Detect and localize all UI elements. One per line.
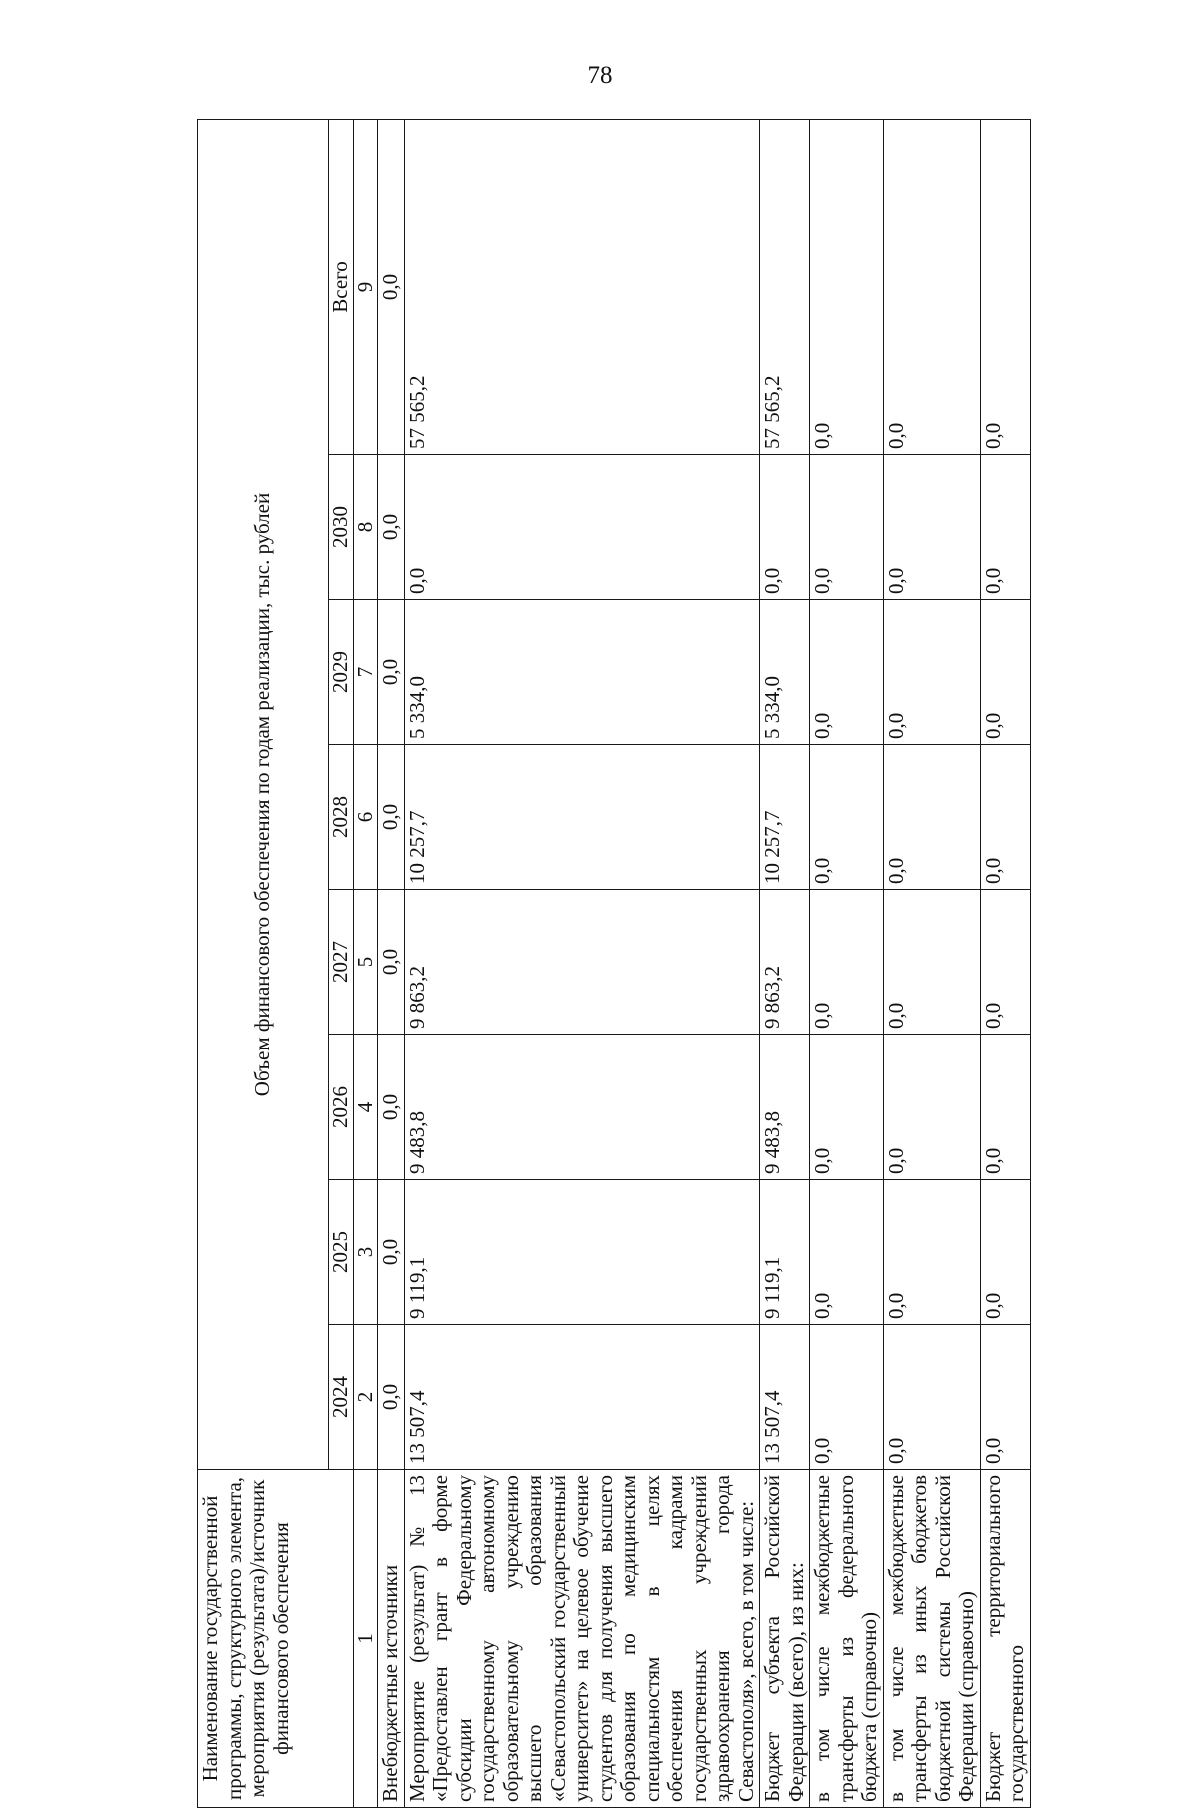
table-cell: 0,0	[883, 1325, 980, 1470]
year-header: 2026	[329, 1035, 354, 1180]
year-header: 2027	[329, 890, 354, 1035]
table-cell: 0,0	[883, 455, 980, 600]
row-label: в том числе межбюджетные трансферты из федерального бюджета (справочно)	[810, 1470, 884, 1808]
table-row	[760, 119, 810, 1807]
table-cell: 0,0	[378, 1180, 405, 1325]
table-cell: 0,0	[980, 1180, 1030, 1325]
table-cell: 9 119,1	[404, 1180, 760, 1325]
table-cell: 0,0	[810, 600, 884, 745]
row-label: в том числе межбюджетные трансферты из иных бюджетов бюджетной системы Российской Федерации (справочно)	[883, 1470, 980, 1808]
table-cell: 0,0	[883, 890, 980, 1035]
table-cell: 0,0	[980, 455, 1030, 600]
column-number: 4	[353, 1035, 378, 1180]
table-cell: 0,0	[810, 1035, 884, 1180]
table-cell: 13 507,4	[404, 1325, 760, 1470]
table-cell: 57 565,2	[760, 119, 810, 454]
table-cell: 0,0	[378, 745, 405, 890]
table-row	[404, 119, 760, 1807]
table-cell: 10 257,7	[404, 745, 760, 890]
table-cell: 0,0	[378, 1325, 405, 1470]
table-cell: 9 483,8	[404, 1035, 760, 1180]
table-cell: 57 565,2	[404, 119, 760, 454]
rotated-table-container	[197, 120, 1029, 1808]
table-cell: 0,0	[404, 455, 760, 600]
table-cell: 0,0	[980, 1325, 1030, 1470]
funding-table	[197, 119, 1031, 1808]
row-label: Бюджет субъекта Российской Федерации (всего), из них:	[760, 1470, 810, 1808]
header-row	[198, 119, 329, 1807]
table-cell: 0,0	[810, 1180, 884, 1325]
column-number: 3	[353, 1180, 378, 1325]
table-cell: 5 334,0	[760, 600, 810, 745]
table-cell: 9 863,2	[760, 890, 810, 1035]
table-cell: 0,0	[378, 600, 405, 745]
table-cell: 0,0	[378, 455, 405, 600]
table-cell: 0,0	[810, 745, 884, 890]
table-cell: 0,0	[760, 455, 810, 600]
row-label: Бюджет территориального государственного	[980, 1470, 1030, 1808]
column-number: 8	[353, 455, 378, 600]
table-cell: 0,0	[810, 119, 884, 454]
table-cell: 0,0	[980, 600, 1030, 745]
table-cell: 0,0	[378, 1035, 405, 1180]
table-cell: 13 507,4	[760, 1325, 810, 1470]
table-cell: 0,0	[810, 890, 884, 1035]
column-number: 5	[353, 890, 378, 1035]
name-column-header: Наименование государственной программы, структурного элемента, мероприятия (результата)/источник финансового обеспечения	[198, 1470, 354, 1808]
column-number-row	[353, 119, 378, 1807]
column-number: 2	[353, 1325, 378, 1470]
table-cell: 10 257,7	[760, 745, 810, 890]
year-header: 2024	[329, 1325, 354, 1470]
column-number: 7	[353, 600, 378, 745]
row-label: Внебюджетные источники	[378, 1470, 405, 1808]
table-cell: 0,0	[883, 745, 980, 890]
column-number: 1	[353, 1470, 378, 1808]
page-number: 78	[587, 62, 613, 89]
column-number: 6	[353, 745, 378, 890]
column-number: 9	[353, 119, 378, 454]
table-cell: 0,0	[980, 745, 1030, 890]
table-cell: 5 334,0	[404, 600, 760, 745]
table-cell: 0,0	[980, 890, 1030, 1035]
table-row	[883, 119, 980, 1807]
table-cell: 0,0	[883, 1180, 980, 1325]
year-header: 2030	[329, 455, 354, 600]
table-cell: 0,0	[810, 455, 884, 600]
year-header: 2029	[329, 600, 354, 745]
volume-column-header: Объем финансового обеспечения по годам реализации, тыс. рублей	[198, 119, 329, 1469]
table-cell: 0,0	[378, 890, 405, 1035]
table-row	[980, 119, 1030, 1807]
table-cell: 9 483,8	[760, 1035, 810, 1180]
table-cell: 0,0	[883, 1035, 980, 1180]
table-cell: 0,0	[810, 1325, 884, 1470]
table-cell: 0,0	[378, 119, 405, 454]
table-cell: 0,0	[980, 1035, 1030, 1180]
table-cell: 0,0	[883, 600, 980, 745]
table-cell: 9 119,1	[760, 1180, 810, 1325]
table-row	[378, 119, 405, 1807]
table-cell: 9 863,2	[404, 890, 760, 1035]
table-row	[810, 119, 884, 1807]
row-label: Мероприятие (результат) № 13 «Предоставлен грант в форме субсидии Федеральному государственному автономному образовательному учреждению высшего образования «Севастопольский государственный университет» на целевое обучение студентов для получения высшего образования по медицинским специальностям в целях обеспечения кадрами государственных учреждений здравоохранения города Севастополя», всего, в том числе:	[404, 1470, 760, 1808]
table-cell: 0,0	[883, 119, 980, 454]
year-header: 2025	[329, 1180, 354, 1325]
total-header: Всего	[329, 119, 354, 454]
table-cell: 0,0	[980, 119, 1030, 454]
year-header: 2028	[329, 745, 354, 890]
